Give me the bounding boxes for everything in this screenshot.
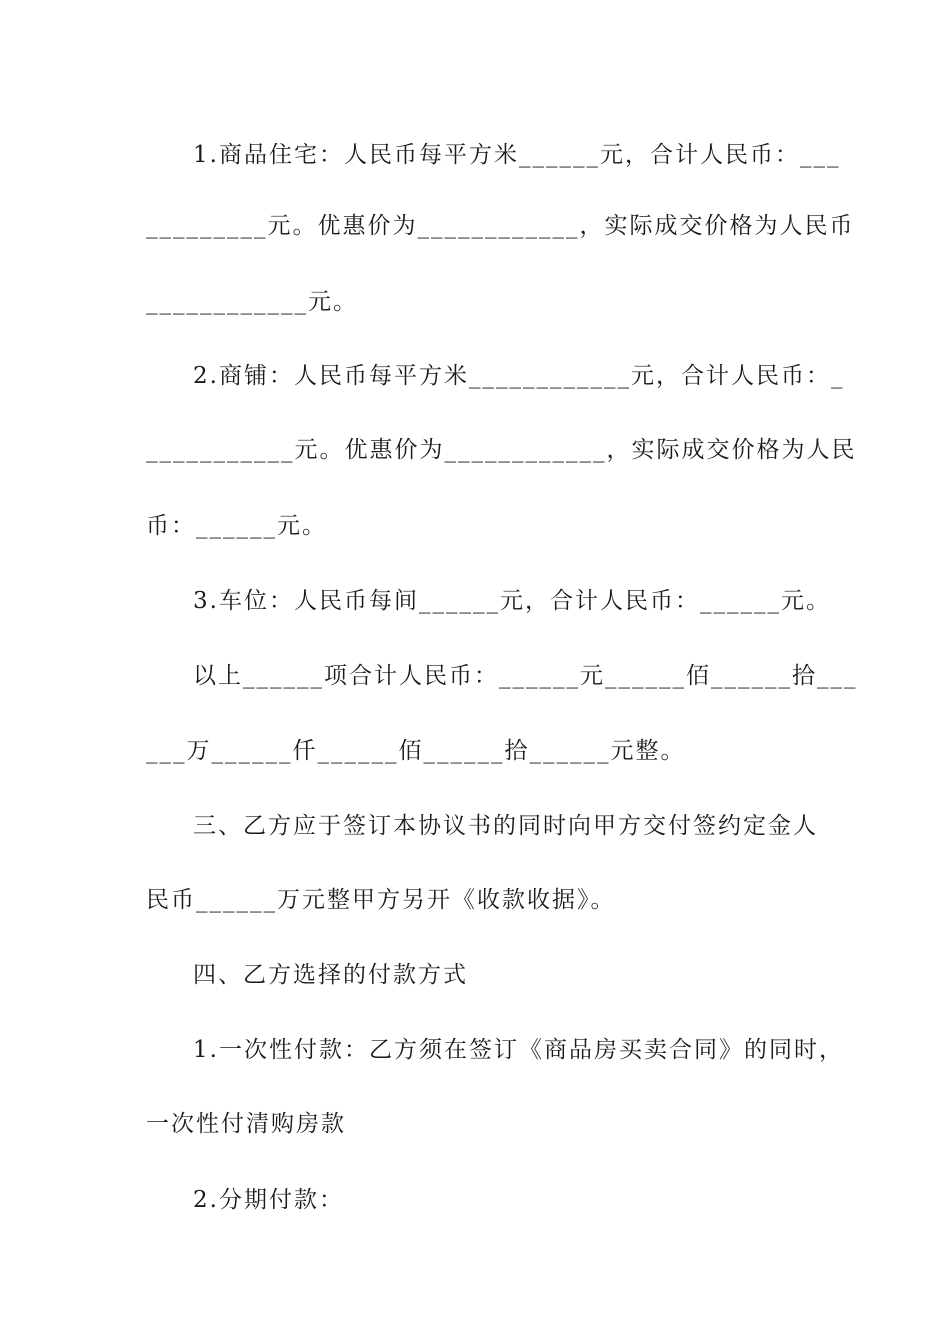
section-four-heading: 四、乙方选择的付款方式: [193, 962, 468, 988]
payment-lump-sum-cont: 一次性付清购房款: [146, 1111, 346, 1137]
payment-lump-sum: 1.一次性付款：乙方须在签订《商品房买卖合同》的同时，: [193, 1037, 844, 1063]
clause-residential-total: ____________元。: [146, 289, 358, 315]
clause-shop-price: 2.商铺：人民币每平方米____________元，合计人民币：_: [193, 363, 845, 389]
clause-shop-discount: ___________元。优惠价为____________，实际成交价格为人民: [146, 437, 857, 463]
clause-residential-discount: _________元。优惠价为____________，实际成交价格为人民币: [146, 213, 855, 239]
clause-residential-price: 1.商品住宅：人民币每平方米______元，合计人民币：___: [193, 142, 841, 168]
clause-sum-total: 以上______项合计人民币：______元______佰______拾___: [193, 663, 858, 689]
payment-installment: 2.分期付款：: [193, 1187, 344, 1213]
section-three-deposit: 三、乙方应于签订本协议书的同时向甲方交付签约定金人: [193, 813, 818, 839]
clause-parking-price: 3.车位：人民币每间______元，合计人民币：______元。: [193, 588, 831, 614]
clause-sum-total-cont: ___万______仟______佰______拾______元整。: [146, 738, 686, 764]
section-three-deposit-cont: 民币______万元整甲方另开《收款收据》。: [146, 887, 616, 913]
clause-shop-total: 币：______元。: [146, 513, 327, 539]
